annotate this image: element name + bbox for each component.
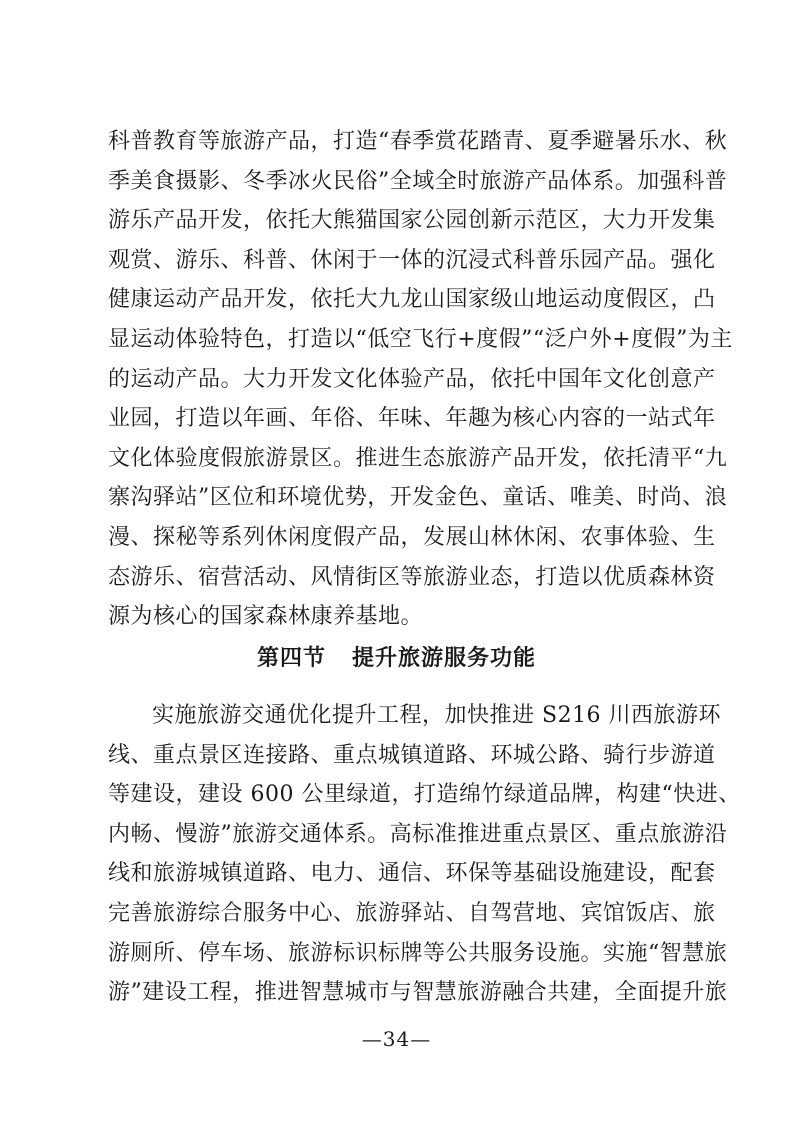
text-line: 游乐产品开发，依托大熊猫国家公园创新示范区，大力开发集 — [108, 208, 716, 234]
text-line: 观赏、游乐、科普、休闲于一体的沉浸式科普乐园产品。强化 — [108, 247, 716, 273]
text-line: 线、重点景区连接路、重点城镇道路、环城公路、骑行步游道 — [108, 742, 716, 768]
text-line: 漫、探秘等系列休闲度假产品，发展山林休闲、农事体验、生 — [108, 525, 716, 550]
text-line: 科普教育等旅游产品，打造“春季赏花踏青、夏季避暑乐水、秋 — [108, 129, 728, 154]
page-number: —34— — [361, 1027, 432, 1051]
text-line: 健康运动产品开发，依托大九龙山国家级山地运动度假区，凸 — [108, 287, 716, 313]
text-line: 业园，打造以年画、年俗、年味、年趣为核心内容的一站式年 — [108, 406, 716, 432]
text-line: 态游乐、宿营活动、风情街区等旅游业态，打造以优质森林资 — [108, 564, 716, 590]
text-line: 季美食摄影、冬季冰火民俗”全域全时旅游产品体系。加强科普 — [108, 168, 728, 194]
text-line: 内畅、慢游”旅游交通体系。高标准推进重点景区、重点旅游沿 — [108, 821, 728, 847]
text-line: 文化体验度假旅游景区。推进生态旅游产品开发，依托清平“九 — [108, 445, 728, 471]
text-line: 源为核心的国家森林康养基地。 — [108, 604, 424, 630]
text-line: 显运动体验特色，打造以“低空飞行+度假”“泛户外+度假”为主 — [108, 327, 733, 352]
text-line: 线和旅游城镇道路、电力、通信、环保等基础设施建设，配套 — [108, 861, 716, 887]
text-line: 的运动产品。大力开发文化体验产品，依托中国年文化创意产 — [108, 366, 716, 392]
text-line: 完善旅游综合服务中心、旅游驿站、自驾营地、宾馆饭店、旅 — [108, 901, 716, 926]
section-heading: 第四节 提升旅游服务功能 — [257, 646, 536, 671]
text-line: 实施旅游交通优化提升工程，加快推进 S216 川西旅游环 — [152, 703, 722, 728]
text-line: 等建设，建设 600 公里绿道，打造绵竹绿道品牌，构建“快进、 — [108, 782, 741, 808]
text-line: 寨沟驿站”区位和环境优势，开发金色、童话、唯美、时尚、浪 — [108, 485, 728, 511]
text-line: 游”建设工程，推进智慧城市与智慧旅游融合共建，全面提升旅 — [108, 980, 728, 1006]
text-line: 游厕所、停车场、旅游标识标牌等公共服务设施。实施“智慧旅 — [108, 940, 728, 966]
